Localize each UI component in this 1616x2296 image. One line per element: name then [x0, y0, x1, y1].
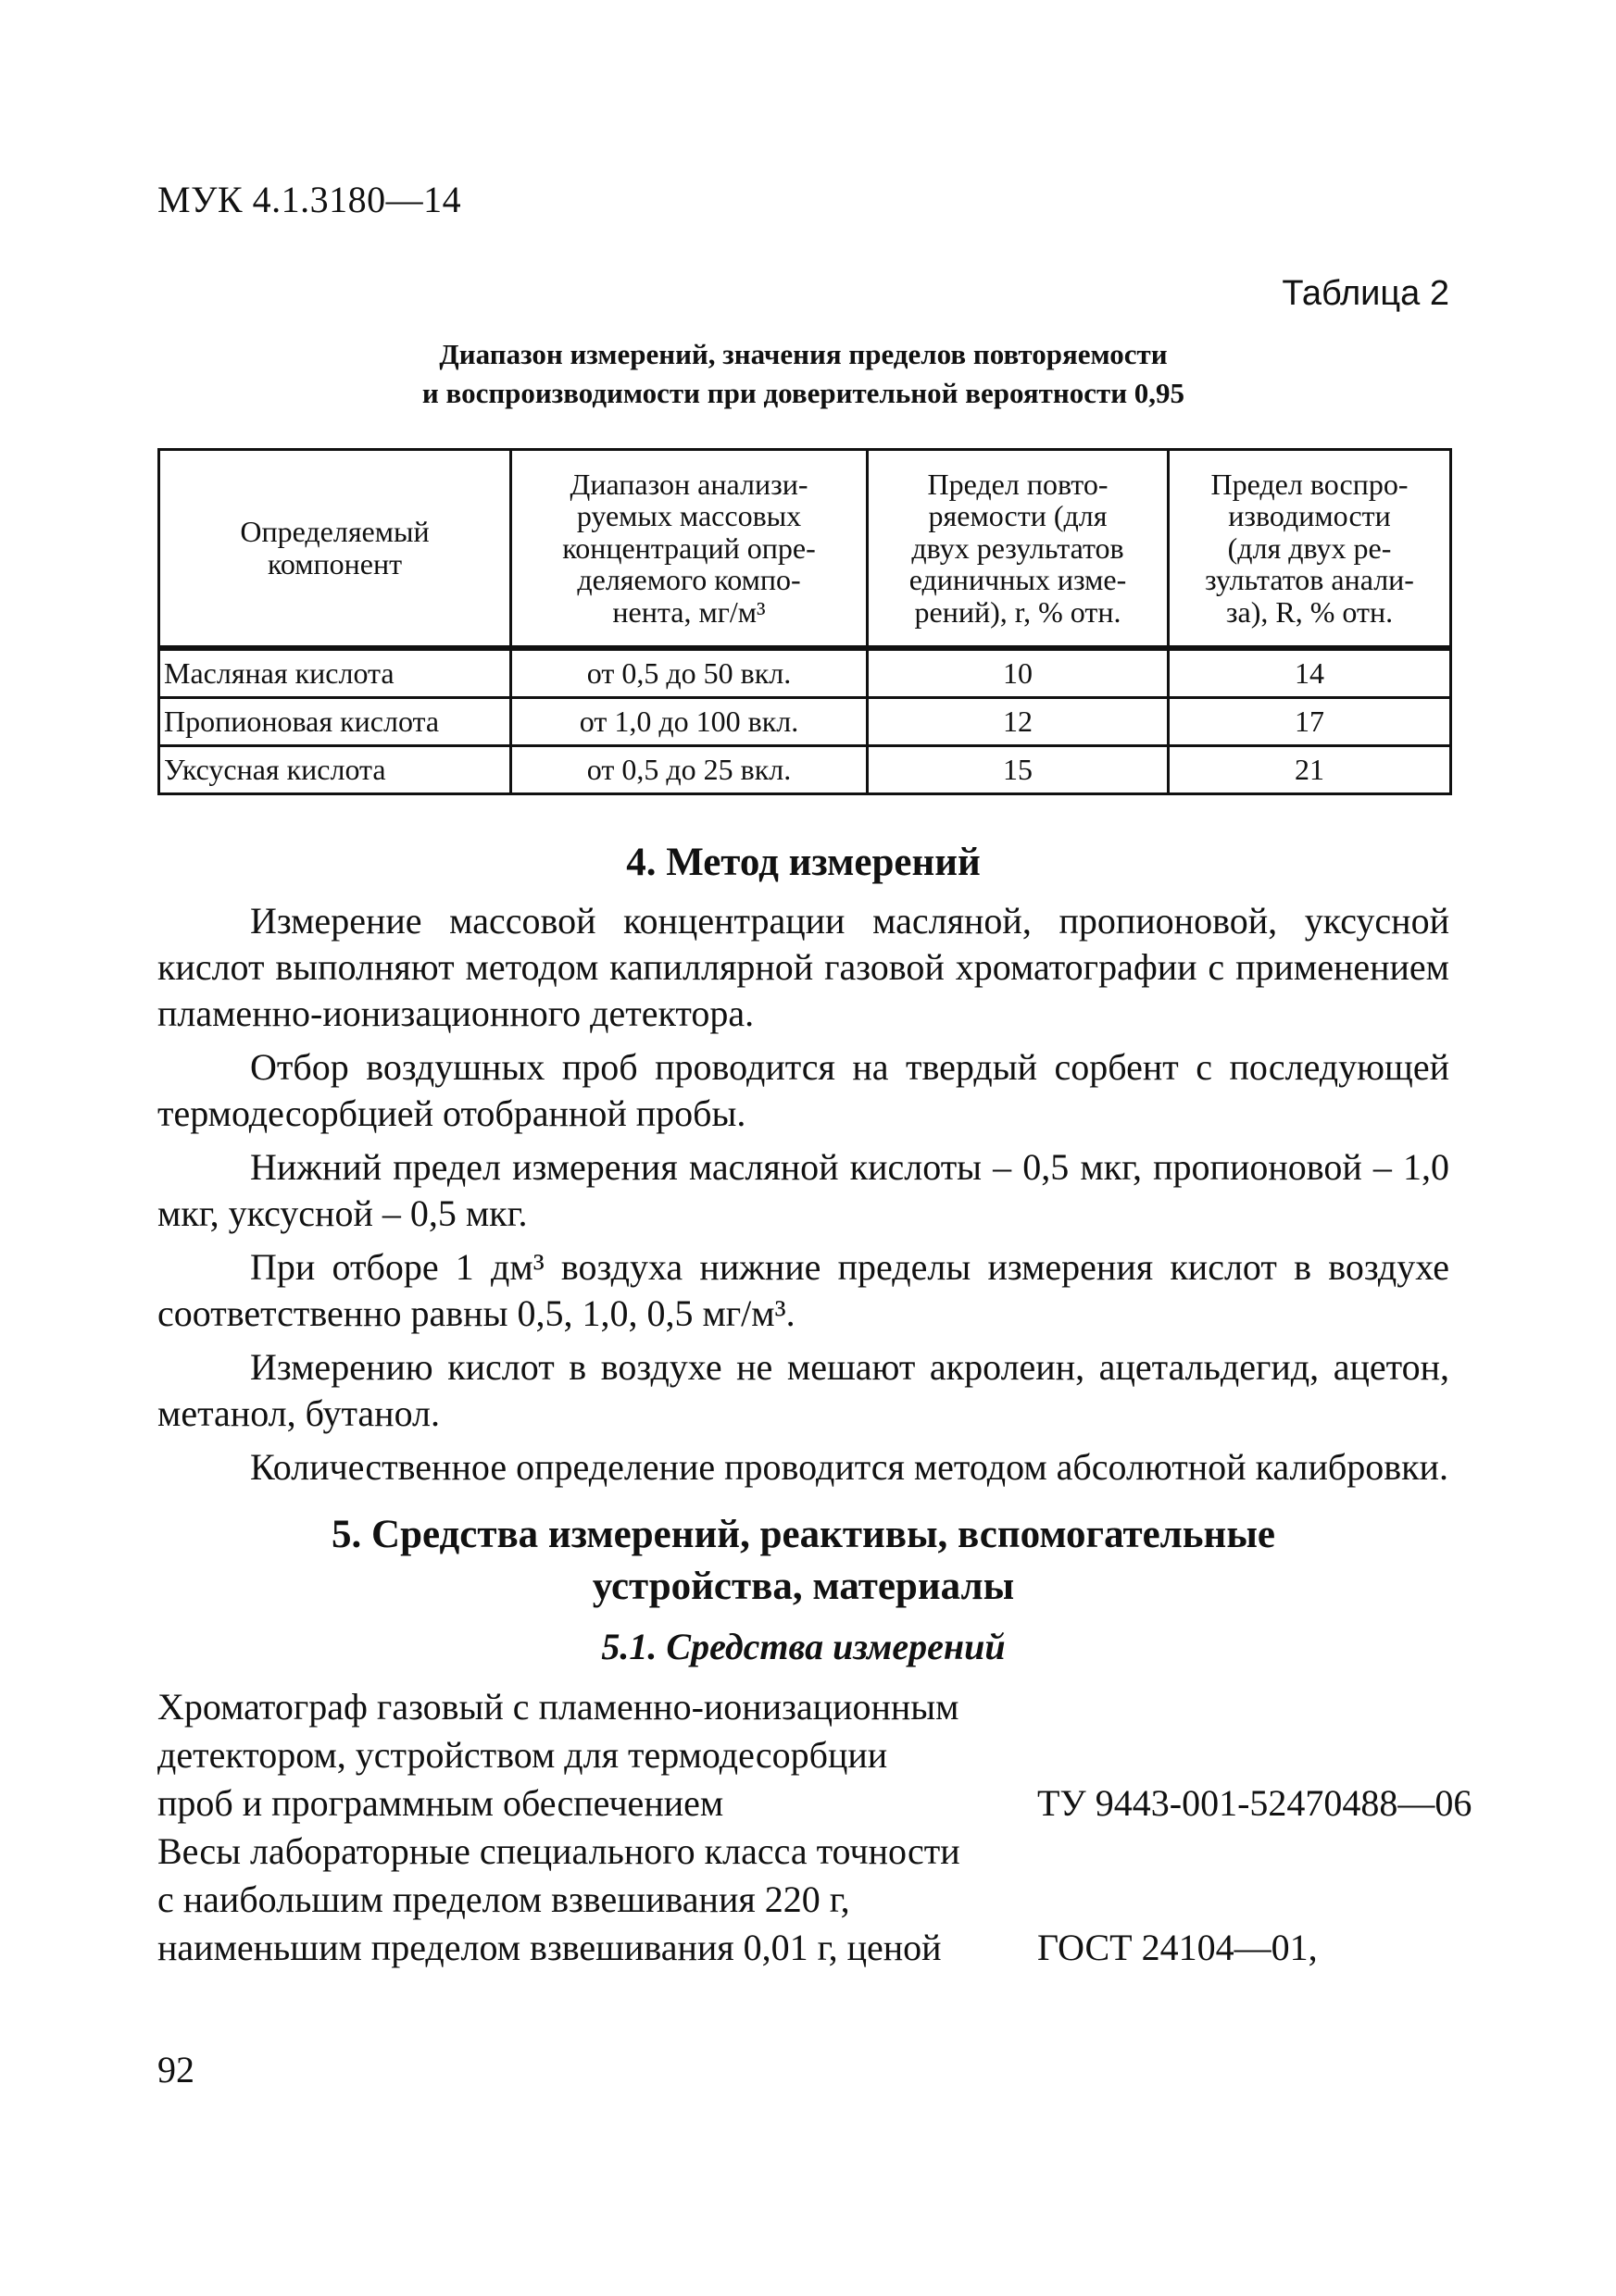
section-4-heading: 4. Метод измерений [626, 841, 981, 884]
cell-component: Масляная кислота [159, 648, 511, 698]
table-row [159, 746, 1451, 794]
paragraph: Измерение массовой концентрации масляной, пропионовой, уксусной кислот выполняют методом капиллярной газовой хроматографии с применением пламенно-ионизационного детектора. [157, 900, 1449, 1034]
header-line: Предел повто- [927, 467, 1109, 501]
header-line: зультатов анали- [1205, 563, 1414, 597]
header-line: двух результатов [911, 530, 1124, 565]
table-title-line: и воспроизводимости при доверительной вероятности 0,95 [421, 376, 1185, 409]
cell-component: Пропионовая кислота [159, 698, 511, 746]
table-row [159, 648, 1451, 698]
column-header-range [511, 450, 868, 649]
paragraph: Отбор воздушных проб проводится на твердый сорбент с последующей термодесорбцией отобранной пробы. [157, 1046, 1449, 1134]
paragraph: Измерению кислот в воздухе не мешают акролеин, ацетальдегид, ацетон, метанол, бутанол. [157, 1346, 1449, 1434]
column-header-component [159, 450, 511, 649]
section-5-heading [157, 1509, 1449, 1613]
cell-reproducibility: 17 [1169, 698, 1451, 746]
paragraph: При отборе 1 дм³ воздуха нижние пределы измерения кислот в воздухе соответственно равны 0,5, 1,0, 0,5 мг/м³. [157, 1246, 1449, 1334]
paragraph: Количественное определение проводится методом абсолютной калибровки. [250, 1446, 1448, 1488]
cell-component: Уксусная кислота [159, 746, 511, 794]
page-number: 92 [157, 2049, 194, 2090]
cell-range: от 0,5 до 50 вкл. [511, 648, 868, 698]
header-line: изводимости [1228, 499, 1391, 533]
equipment-description-line: наименьшим пределом взвешивания 0,01 г, ценой [157, 1927, 942, 1968]
equipment-description-line: Хроматограф газовый с пламенно-ионизационным [157, 1686, 959, 1728]
header-line: рений), r, % отн. [914, 594, 1121, 629]
equipment-item [157, 1828, 1491, 1972]
header-line: концентраций опре- [562, 530, 816, 565]
data-table [157, 448, 1452, 795]
table-title [157, 335, 1449, 413]
subsection-5-1-heading: 5.1. Средства измерений [601, 1626, 1006, 1667]
header-line: (для двух ре- [1227, 530, 1392, 565]
equipment-description-line: проб и программным обеспечением [157, 1782, 724, 1824]
table-label: Таблица 2 [1282, 274, 1449, 313]
section-5-heading-line: устройства, материалы [592, 1564, 1015, 1608]
equipment-description-line: детектором, устройством для термодесорбции [157, 1734, 888, 1776]
cell-reproducibility: 21 [1169, 746, 1451, 794]
cell-repeatability: 12 [868, 698, 1169, 746]
header-line: единичных изме- [908, 563, 1127, 597]
equipment-description-line: Весы лабораторные специального класса точности [157, 1830, 960, 1872]
equipment-description [157, 1683, 1028, 1828]
header-line: Предел воспро- [1210, 467, 1409, 501]
equipment-description [157, 1828, 1028, 1972]
section-5-heading-line: 5. Средства измерений, реактивы, вспомогательные [332, 1513, 1275, 1556]
column-header-repeatability [868, 450, 1169, 649]
equipment-description-line: с наибольшим пределом взвешивания 220 г, [157, 1878, 850, 1920]
equipment-standard: ТУ 9443-001-52470488—06 [1037, 1782, 1472, 1824]
header-line: Определяемый [240, 515, 430, 549]
header-line: за), R, % отн. [1225, 594, 1394, 629]
header-line: нента, мг/м³ [612, 594, 766, 629]
table-header-row [159, 450, 1451, 649]
column-header-reproducibility [1169, 450, 1451, 649]
cell-range: от 1,0 до 100 вкл. [511, 698, 868, 746]
equipment-item [157, 1683, 1491, 1828]
table-row [159, 698, 1451, 746]
cell-repeatability: 10 [868, 648, 1169, 698]
header-line: компонент [267, 547, 403, 580]
cell-range: от 0,5 до 25 вкл. [511, 746, 868, 794]
cell-reproducibility: 14 [1169, 648, 1451, 698]
header-line: ряемости (для [928, 499, 1108, 533]
paragraph: Нижний предел измерения масляной кислоты – 0,5 мкг, пропионовой – 1,0 мкг, уксусной – 0,5 мкг. [157, 1146, 1449, 1234]
header-line: деляемого компо- [577, 563, 801, 597]
header-line: руемых массовых [576, 499, 802, 533]
header-line: Диапазон анализи- [570, 467, 808, 501]
section-4-body [157, 898, 1449, 1498]
table-title-line: Диапазон измерений, значения пределов повторяемости [439, 338, 1168, 370]
cell-repeatability: 15 [868, 746, 1169, 794]
equipment-standard: ГОСТ 24104—01, [1037, 1927, 1318, 1968]
running-head: МУК 4.1.3180—14 [157, 179, 462, 220]
